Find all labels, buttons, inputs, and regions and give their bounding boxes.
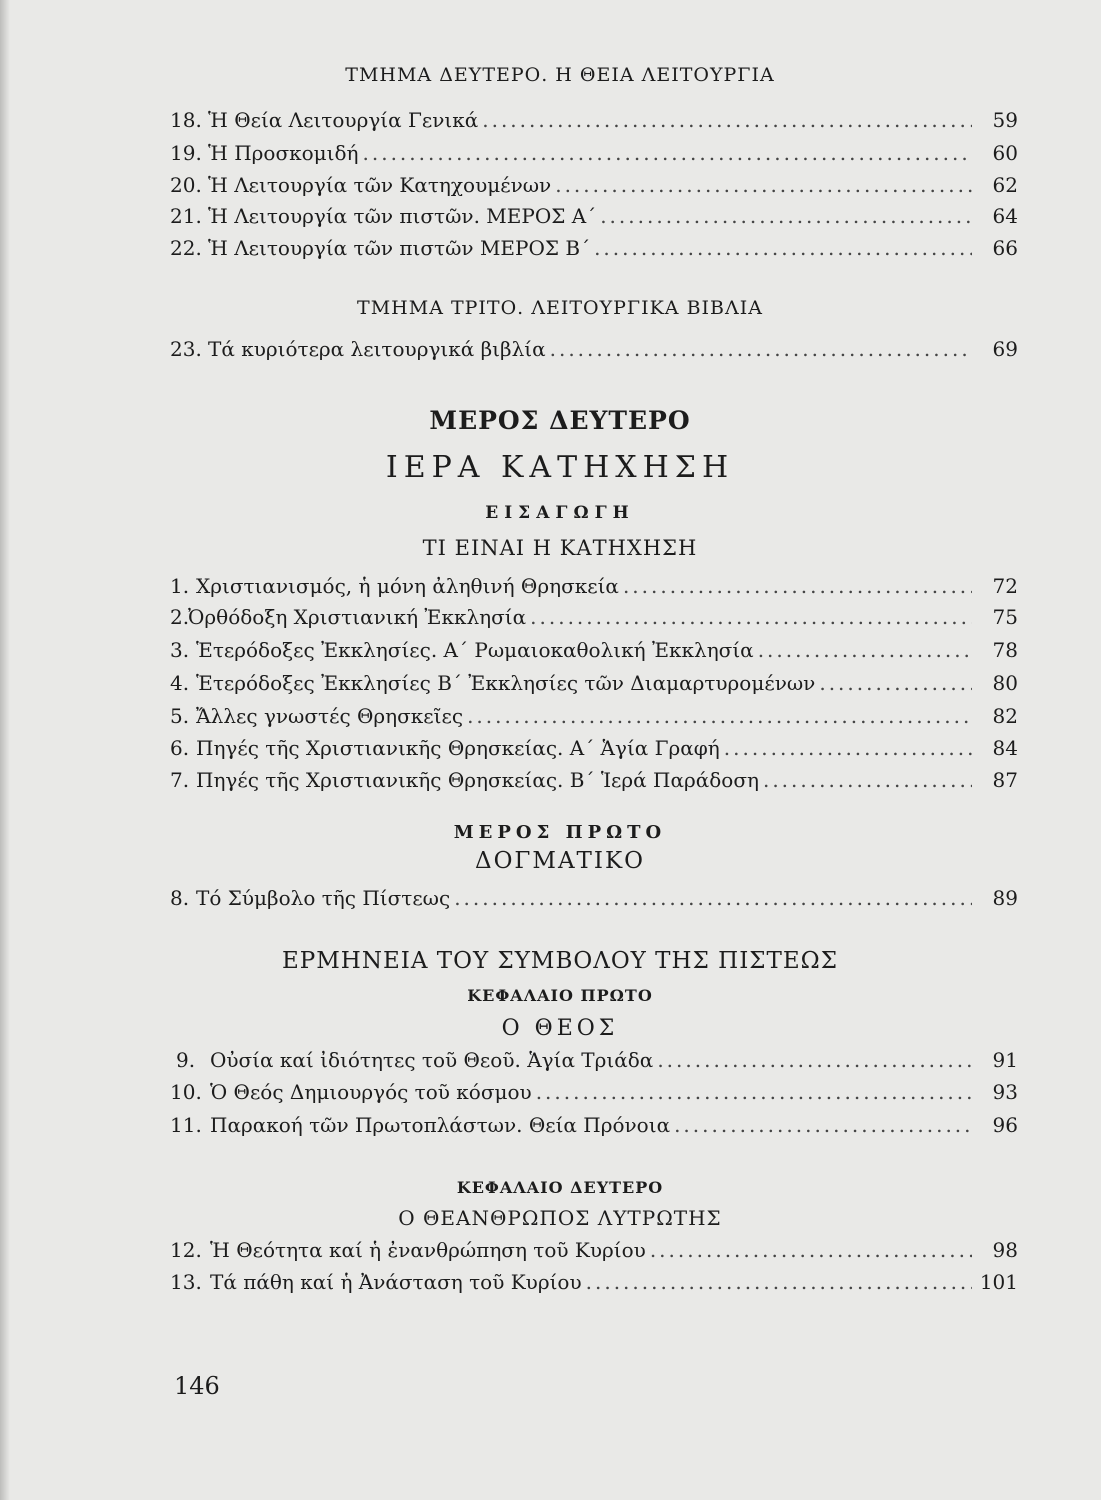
dot-leader (536, 1080, 972, 1104)
entry-number: 9. (176, 1048, 196, 1072)
entry-number: 19. (170, 141, 202, 165)
entry-title: Τό Σύμβολο τῆς Πίστεως (196, 886, 451, 910)
entry-number: 22. (170, 236, 202, 260)
dot-leader (623, 574, 972, 598)
entry-number: 21. (170, 204, 202, 228)
entry-page: 66 (992, 236, 1018, 260)
entry-title: Ἡ Λειτουργία τῶν πιστῶν. ΜΕΡΟΣ Α΄ (208, 204, 597, 228)
entry-number: 1. (170, 574, 190, 598)
entry-number: 11. (170, 1113, 202, 1137)
entry-number: 5. (170, 704, 190, 728)
dot-leader (657, 1048, 972, 1072)
dot-leader (674, 1113, 972, 1137)
entry-number: 4. (170, 671, 190, 695)
page-number: 146 (174, 1372, 220, 1400)
entry-page: 93 (992, 1080, 1018, 1104)
dot-leader (586, 1270, 972, 1294)
toc-entry (170, 768, 1018, 798)
entry-page: 96 (992, 1113, 1018, 1137)
toc-entry (170, 671, 1018, 701)
dot-leader (600, 204, 972, 228)
dot-leader (819, 671, 972, 695)
entry-page: 59 (992, 108, 1018, 132)
toc-entry (170, 337, 1018, 367)
entry-title: Ἡ Θεότητα καί ἡ ἐνανθρώπηση τοῦ Κυρίου (210, 1238, 646, 1262)
entry-title: Οὐσία καί ἰδιότητες τοῦ Θεοῦ. Ἁγία Τριάδα (210, 1048, 654, 1072)
entry-number: 8. (170, 886, 190, 910)
dot-leader (467, 704, 972, 728)
dot-leader (550, 337, 972, 361)
entry-title: Ὀρθόδοξη Χριστιανική Ἐκκλησία (188, 605, 527, 629)
entry-page: 91 (992, 1048, 1018, 1072)
chapter-heading-proto: ΚΕΦΑΛΑΙΟ ΠΡΩΤΟ (467, 986, 653, 1005)
entry-title: Ὁ Θεός Δημιουργός τοῦ κόσμου (210, 1080, 532, 1104)
entry-title: Χριστιανισμός, ἡ μόνη ἀληθινή Θρησκεία (196, 574, 619, 598)
toc-entry (170, 236, 1018, 266)
entry-page: 82 (992, 704, 1018, 728)
dot-leader (482, 108, 972, 132)
entry-page: 60 (992, 141, 1018, 165)
dot-leader (763, 768, 972, 792)
dot-leader (758, 638, 972, 662)
toc-entry (170, 736, 1018, 766)
entry-number: 18. (170, 108, 202, 132)
heading-ermineia: ΕΡΜΗΝΕΙΑ ΤΟΥ ΣΥΜΒΟΛΟΥ ΤΗΣ ΠΙΣΤΕΩΣ (281, 948, 839, 974)
entry-title: Πηγές τῆς Χριστιανικῆς Θρησκείας. Α΄ Ἁγία Γραφή (196, 736, 720, 760)
entry-page: 101 (979, 1270, 1018, 1294)
entry-title: Τά πάθη καί ἡ Ἀνάσταση τοῦ Κυρίου (210, 1270, 582, 1294)
entry-page: 80 (992, 671, 1018, 695)
entry-title: Πηγές τῆς Χριστιανικῆς Θρησκείας. Β΄ Ἱερά Παράδοση (196, 768, 759, 792)
entry-page: 64 (992, 204, 1018, 228)
entry-number: 23. (170, 337, 202, 361)
toc-entry (170, 1238, 1018, 1268)
toc-entry (170, 108, 1018, 138)
toc-entry (170, 141, 1018, 171)
entry-number: 10. (170, 1080, 202, 1104)
heading-dogmatiko: ΔΟΓΜΑΤΙΚΟ (474, 848, 646, 874)
entry-title: Ἡ Λειτουργία τῶν Κατηχουμένων (208, 173, 552, 197)
entry-title: Ἡ Προσκομιδή (208, 141, 359, 165)
toc-entry (170, 704, 1018, 734)
entry-page: 69 (992, 337, 1018, 361)
dot-leader (530, 605, 972, 629)
heading-o-theanthropos: Ο ΘΕΑΝΘΡΩΠΟΣ ΛΥΤΡΩΤΗΣ (398, 1206, 722, 1230)
entry-number: 7. (170, 768, 190, 792)
entry-number: 2. (170, 605, 190, 629)
entry-page: 87 (992, 768, 1018, 792)
entry-number: 12. (170, 1238, 202, 1262)
entry-title: Ἄλλες γνωστές Θρησκεῖες (196, 704, 464, 728)
toc-entry (170, 1113, 1018, 1143)
heading-eisagogi: ΕΙΣΑΓΩΓΗ (485, 503, 635, 523)
toc-entry (170, 605, 1018, 635)
heading-o-theos: Ο ΘΕΟΣ (501, 1016, 619, 1041)
section-heading-tmima-trito: ΤΜΗΜΑ ΤΡΙΤΟ. ΛΕΙΤΟΥΡΓΙΚΑ ΒΙΒΛΙΑ (357, 297, 763, 319)
toc-entry (170, 204, 1018, 234)
entry-page: 84 (992, 736, 1018, 760)
toc-entry (170, 574, 1018, 604)
entry-page: 75 (992, 605, 1018, 629)
entry-title: Τά κυριότερα λειτουργικά βιβλία (208, 337, 546, 361)
chapter-heading-deftero: ΚΕΦΑΛΑΙΟ ΔΕΥΤΕΡΟ (456, 1178, 664, 1197)
book-gutter-shadow (0, 0, 10, 1500)
entry-number: 20. (170, 173, 202, 197)
dot-leader (555, 173, 972, 197)
dot-leader (724, 736, 972, 760)
toc-entry (170, 173, 1018, 203)
heading-ti-einai: ΤΙ ΕΙΝΑΙ Η ΚΑΤΗΧΗΣΗ (422, 536, 698, 560)
toc-entry (170, 1270, 1018, 1300)
dot-leader (650, 1238, 972, 1262)
entry-title: Ἡ Λειτουργία τῶν πιστῶν ΜΕΡΟΣ Β΄ (208, 236, 591, 260)
toc-entry (170, 1048, 1018, 1078)
entry-page: 98 (992, 1238, 1018, 1262)
section-heading-tmima-deftero: ΤΜΗΜΑ ΔΕΥΤΕΡΟ. Η ΘΕΙΑ ΛΕΙΤΟΥΡΓΙΑ (345, 64, 775, 86)
entry-page: 89 (992, 886, 1018, 910)
entry-number: 6. (170, 736, 190, 760)
entry-page: 78 (992, 638, 1018, 662)
part-heading-meros-proto: ΜΕΡΟΣ ΠΡΩΤΟ (453, 822, 667, 843)
entry-number: 13. (170, 1270, 202, 1294)
toc-entry (170, 886, 1018, 916)
entry-title: Ἑτερόδοξες Ἐκκλησίες. Α΄ Ρωμαιοκαθολική Ἐκκλησία (196, 638, 754, 662)
part-heading-meros-deftero: ΜΕΡΟΣ ΔΕΥΤΕΡΟ (429, 406, 691, 435)
entry-title: Ἑτερόδοξες Ἐκκλησίες Β΄ Ἐκκλησίες τῶν Διαμαρτυρομένων (196, 671, 816, 695)
toc-entry (170, 1080, 1018, 1110)
entry-number: 3. (170, 638, 190, 662)
toc-entry (170, 638, 1018, 668)
part-title-iera-katixisi: ΙΕΡΑ ΚΑΤΗΧΗΣΗ (385, 450, 735, 485)
dot-leader (363, 141, 973, 165)
dot-leader (594, 236, 972, 260)
entry-page: 72 (992, 574, 1018, 598)
dot-leader (454, 886, 972, 910)
entry-title: Παρακοή τῶν Πρωτοπλάστων. Θεία Πρόνοια (210, 1113, 671, 1137)
entry-title: Ἡ Θεία Λειτουργία Γενικά (208, 108, 479, 132)
entry-page: 62 (992, 173, 1018, 197)
